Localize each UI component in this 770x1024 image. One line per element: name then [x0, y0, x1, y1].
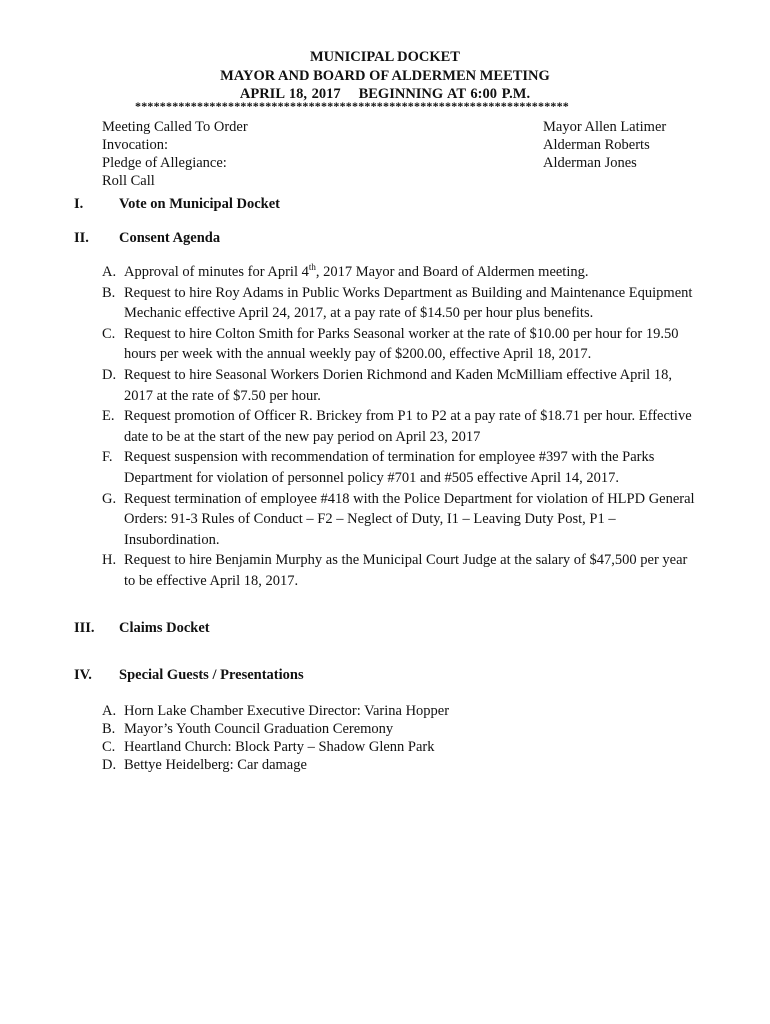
item-text: Bettye Heidelberg: Car damage	[124, 757, 307, 773]
item-letter: D.	[102, 366, 117, 383]
list-item	[102, 365, 727, 406]
item-letter: F.	[102, 449, 113, 466]
list-item	[102, 756, 727, 774]
list-item	[102, 406, 727, 447]
opening-item: Pledge of Allegiance:	[102, 155, 227, 171]
star-divider: **********************************************************************	[135, 99, 569, 113]
superscript: th	[308, 262, 316, 273]
section-number: III.	[74, 620, 95, 636]
section-number: II.	[74, 230, 89, 246]
item-letter: E.	[102, 408, 115, 425]
item-text: Orders: 91-3 Rules of Conduct – F2 – Neglect of Duty, I1 – Leaving Duty Post, P1 –	[124, 511, 616, 528]
section-title: Special Guests / Presentations	[119, 667, 304, 683]
list-item	[102, 738, 727, 756]
item-letter: H.	[102, 552, 117, 569]
item-text: 2017 at the rate of $7.50 per hour.	[124, 387, 321, 404]
opening-item: Invocation:	[102, 137, 169, 153]
item-text: Mechanic effective April 24, 2017, at a pay rate of $14.50 per hour plus benefits.	[124, 305, 594, 322]
list-item	[102, 702, 727, 720]
item-letter: B.	[102, 721, 116, 737]
official-name: Mayor Allen Latimer	[543, 119, 667, 135]
item-text: Mayor’s Youth Council Graduation Ceremony	[124, 721, 394, 737]
item-letter: A.	[102, 703, 117, 719]
item-text: Insubordination.	[124, 531, 220, 548]
list-item	[102, 262, 727, 283]
item-text: Request to hire Benjamin Murphy as the Municipal Court Judge at the salary of $47,500 per year	[124, 552, 688, 569]
list-item	[102, 324, 727, 365]
item-text: Department for violation of personnel policy #701 and #505 effective April 14, 2017.	[124, 469, 620, 486]
docket-header	[0, 48, 770, 104]
item-text: date to be at the start of the new pay period on April 23, 2017	[124, 428, 481, 445]
list-item	[102, 550, 727, 591]
list-item	[102, 720, 727, 738]
meeting-title: MAYOR AND BOARD OF ALDERMEN MEETING	[220, 67, 550, 84]
guests-list	[102, 702, 727, 774]
list-item	[102, 489, 727, 551]
item-text: Request to hire Roy Adams in Public Works Department as Building and Maintenance Equipment	[124, 284, 693, 301]
opening-item: Roll Call	[102, 173, 155, 189]
item-text: Heartland Church: Block Party – Shadow Glenn Park	[124, 739, 435, 755]
section-heading	[74, 667, 304, 684]
section-title: Vote on Municipal Docket	[119, 196, 280, 212]
item-letter: D.	[102, 757, 117, 773]
section-number: IV.	[74, 667, 92, 683]
section-title: Claims Docket	[119, 620, 210, 636]
item-text: Horn Lake Chamber Executive Director: Varina Hopper	[124, 703, 450, 719]
item-text: Request to hire Colton Smith for Parks Seasonal worker at the rate of $10.00 per hour for 19.50	[124, 325, 679, 342]
item-letter: G.	[102, 490, 117, 507]
officials-list	[543, 118, 666, 172]
section-number: I.	[74, 196, 84, 212]
meeting-date: APRIL 18, 2017	[239, 86, 341, 102]
item-text: Request suspension with recommendation of termination for employee #397 with the Parks	[124, 449, 655, 466]
list-item	[102, 283, 727, 324]
list-item	[102, 447, 727, 488]
opening-procedures	[102, 118, 248, 190]
item-text: hours per week with the annual weekly pay of $200.00, effective April 18, 2017.	[124, 346, 592, 363]
opening-item: Meeting Called To Order	[102, 119, 248, 135]
item-text: Request termination of employee #418 with the Police Department for violation of HLPD General	[124, 490, 695, 507]
item-text: Request to hire Seasonal Workers Dorien Richmond and Kaden McMilliam effective April 18,	[124, 366, 672, 383]
section-title: Consent Agenda	[119, 230, 221, 246]
section-heading	[74, 230, 220, 247]
docket-title: MUNICIPAL DOCKET	[310, 49, 460, 65]
item-text: , 2017 Mayor and Board of Aldermen meeting.	[315, 264, 589, 280]
section-heading	[74, 196, 280, 213]
consent-agenda-list	[102, 262, 727, 592]
item-letter: A.	[102, 264, 117, 280]
item-text: to be effective April 18, 2017.	[124, 572, 299, 589]
item-letter: B.	[102, 284, 116, 301]
item-letter: C.	[102, 739, 116, 755]
item-letter: C.	[102, 325, 116, 342]
item-text: Approval of minutes for April 4	[124, 264, 309, 280]
item-text: Request promotion of Officer R. Brickey from P1 to P2 at a pay rate of $18.71 per hour. Effective	[124, 408, 692, 425]
official-name: Alderman Jones	[543, 155, 637, 171]
section-heading	[74, 620, 210, 637]
meeting-time: BEGINNING AT 6:00 P.M.	[358, 86, 531, 102]
official-name: Alderman Roberts	[543, 137, 650, 153]
